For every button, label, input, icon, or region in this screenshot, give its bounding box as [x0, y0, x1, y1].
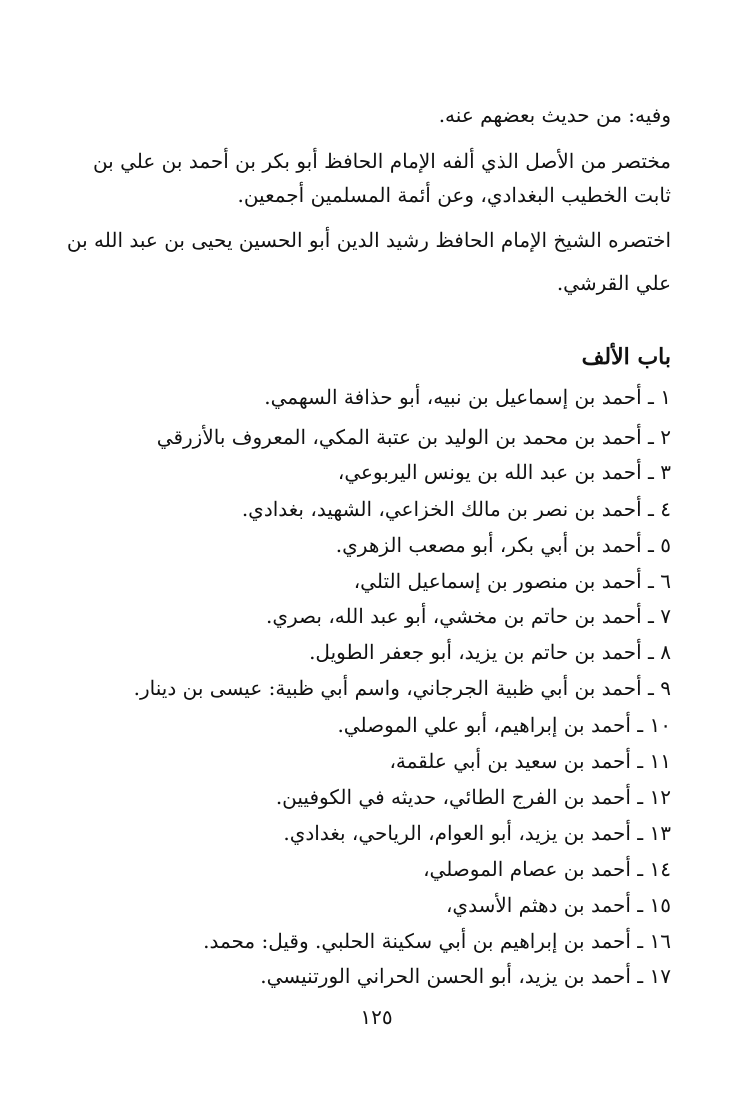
- intro-line: اختصره الشيخ الإمام الحافظ رشيد الدين أبو الحسين يحيى بن عبد الله بن: [66, 228, 671, 252]
- entry-line: ٢ ـ أحمد بن محمد بن الوليد بن عتبة المكي، المعروف بالأزرقي: [156, 425, 671, 449]
- entry-line: ١٢ ـ أحمد بن الفرج الطائي، حديثه في الكوفيين.: [275, 785, 671, 809]
- intro-line: وفيه: من حديث بعضهم عنه.: [438, 103, 671, 127]
- intro-line: مختصر من الأصل الذي ألفه الإمام الحافظ أبو بكر بن أحمد بن علي بن: [92, 149, 671, 173]
- entry-line: ٣ ـ أحمد بن عبد الله بن يونس اليربوعي،: [337, 460, 671, 484]
- entry-line: ١ ـ أحمد بن إسماعيل بن نبيه، أبو حذافة السهمي.: [264, 385, 671, 409]
- entry-line: ١١ ـ أحمد بن سعيد بن أبي علقمة،: [389, 749, 671, 773]
- entry-line: ١٦ ـ أحمد بن إبراهيم بن أبي سكينة الحلبي. وقيل: محمد.: [203, 929, 671, 953]
- entry-line: ١٤ ـ أحمد بن عصام الموصلي،: [423, 857, 671, 881]
- intro-line: ثابت الخطيب البغدادي، وعن أئمة المسلمين أجمعين.: [237, 183, 671, 207]
- entry-line: ١٣ ـ أحمد بن يزيد، أبو العوام، الرياحي، بغدادي.: [283, 821, 671, 845]
- entry-line: ١٠ ـ أحمد بن إبراهيم، أبو علي الموصلي.: [337, 713, 671, 737]
- entry-line: ١٧ ـ أحمد بن يزيد، أبو الحسن الحراني الورتنيسي.: [260, 964, 671, 988]
- section-title: باب الألف: [581, 344, 671, 370]
- entry-line: ٥ ـ أحمد بن أبي بكر، أبو مصعب الزهري.: [335, 533, 671, 557]
- entry-line: ٦ ـ أحمد بن منصور بن إسماعيل التلي،: [353, 569, 671, 593]
- entry-line: ٨ ـ أحمد بن حاتم بن يزيد، أبو جعفر الطويل.: [309, 640, 671, 664]
- entry-line: ٧ ـ أحمد بن حاتم بن مخشي، أبو عبد الله، بصري.: [266, 604, 671, 628]
- intro-line: علي القرشي.: [556, 271, 671, 295]
- entry-line: ٤ ـ أحمد بن نصر بن مالك الخزاعي، الشهيد، بغدادي.: [241, 497, 671, 521]
- page-number: ١٢٥: [360, 1005, 393, 1029]
- entry-line: ١٥ ـ أحمد بن دهثم الأسدي،: [445, 893, 671, 917]
- entry-line: ٩ ـ أحمد بن أبي ظبية الجرجاني، واسم أبي ظبية: عيسى بن دينار.: [133, 676, 671, 700]
